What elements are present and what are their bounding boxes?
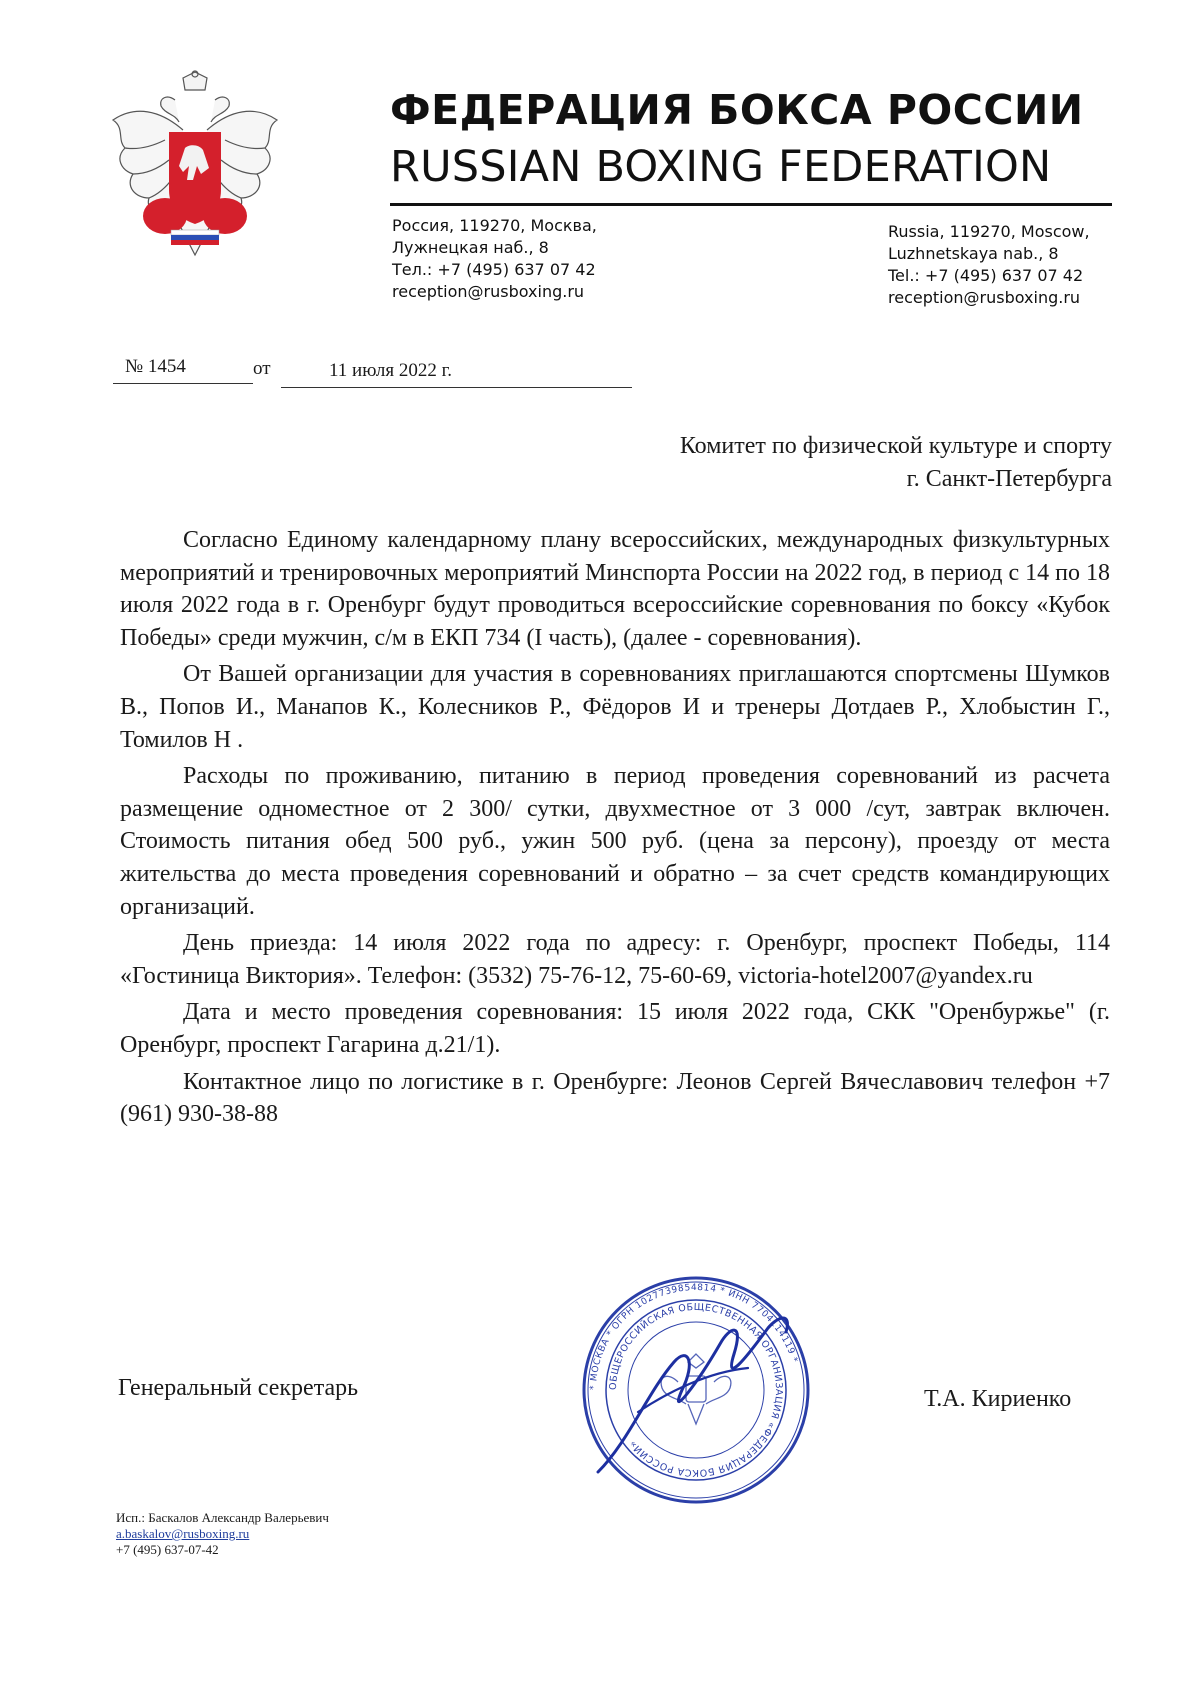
executor-block xyxy=(116,1510,329,1558)
body-paragraph: Расходы по проживанию, питанию в период проведения соревнований из расчета размещение одноместное от 2 300/ сутки, двухместное от 3 000 /сут, завтрак включен. Стоимость питания обед 500 руб., ужин 500 руб. (цена за персону), проезду от места жительства до места проведения соревнований и обратно – за счет средств командирующих организаций. xyxy=(120,763,1110,920)
org-name-english: RUSSIAN BOXING FEDERATION xyxy=(390,142,1052,192)
signatory-title: Генеральный секретарь xyxy=(118,1375,359,1401)
body-paragraph: Контактное лицо по логистике в г. Оренбурге: Леонов Сергей Вячеславович телефон +7 (961) 930-38-88 xyxy=(120,1068,1110,1128)
federation-emblem-logo xyxy=(105,70,285,270)
executor-phone: +7 (495) 637-07-42 xyxy=(116,1542,219,1557)
address-english xyxy=(888,221,1090,309)
official-seal-stamp xyxy=(578,1272,814,1508)
address-line: Luzhnetskaya nab., 8 xyxy=(888,244,1059,263)
email-line: reception@rusboxing.ru xyxy=(888,288,1081,307)
registration-from-label: от xyxy=(253,358,271,379)
executor-name: Исп.: Баскалов Александр Валерьевич xyxy=(116,1510,329,1525)
address-russian xyxy=(392,215,597,303)
body-paragraph: От Вашей организации для участия в соревнованиях приглашаются спортсмены Шумков В., Попов И., Манапов К., Колесников Р., Фёдоров И и тренеры Дотдаев Р., Хлобыстин Г., Томилов Н . xyxy=(120,661,1110,753)
svg-text:ОБЩЕРОССИЙСКАЯ ОБЩЕСТВЕННАЯ ОР: ОБЩЕРОССИЙСКАЯ ОБЩЕСТВЕННАЯ ОРГАНИЗАЦИЯ «ФЕДЕРАЦИЯ БОКСА РОССИИ» xyxy=(607,1301,785,1479)
body-paragraph: День приезда: 14 июля 2022 года по адресу: г. Оренбург, проспект Победы, 114 «Гостиница Виктория». Телефон: (3532) 75-76-12, 75-60-69, victoria-hotel2007@yandex.ru xyxy=(120,930,1110,989)
recipient-block xyxy=(680,430,1112,496)
recipient-line: Комитет по физической культуре и спорту xyxy=(679,433,1112,459)
svg-text:* МОСКВА * ОГРН 1027739854814: * МОСКВА * ОГРН 1027739854814 * ИНН 7704114119 * xyxy=(588,1282,800,1391)
address-line: Russia, 119270, Moscow, xyxy=(888,222,1090,241)
body-paragraph: Дата и место проведения соревнования: 15 июля 2022 года, СКК "Оренбуржье" (г. Оренбург, проспект Гагарина д.21/1). xyxy=(120,999,1110,1058)
signatory-name: Т.А. Кириенко xyxy=(924,1386,1072,1412)
executor-email-link[interactable]: a.baskalov@rusboxing.ru xyxy=(116,1526,250,1541)
phone-line: Tel.: +7 (495) 637 07 42 xyxy=(888,266,1084,285)
registration-date: 11 июля 2022 г. xyxy=(281,360,632,388)
recipient-line: г. Санкт-Петербурга xyxy=(906,466,1112,492)
email-line: reception@rusboxing.ru xyxy=(392,282,585,301)
address-line: Россия, 119270, Москва, xyxy=(392,216,597,235)
address-line: Лужнецкая наб., 8 xyxy=(392,238,549,257)
letter-body xyxy=(120,524,1110,1135)
letterhead-divider xyxy=(390,203,1112,206)
org-name-russian: ФЕДЕРАЦИЯ БОКСА РОССИИ xyxy=(390,86,1084,134)
phone-line: Тел.: +7 (495) 637 07 42 xyxy=(392,260,596,279)
body-paragraph: Согласно Единому календарному плану всероссийских, международных физкультурных мероприятий и тренировочных мероприятий Минспорта России на 2022 год, в период с 14 по 18 июля 2022 года в г. Оренбург будут проводиться всероссийские соревнования по боксу «Кубок Победы» среди мужчин, с/м в ЕКП 734 (I часть), (далее - соревнования). xyxy=(120,527,1110,651)
registration-number: № 1454 xyxy=(113,356,253,384)
